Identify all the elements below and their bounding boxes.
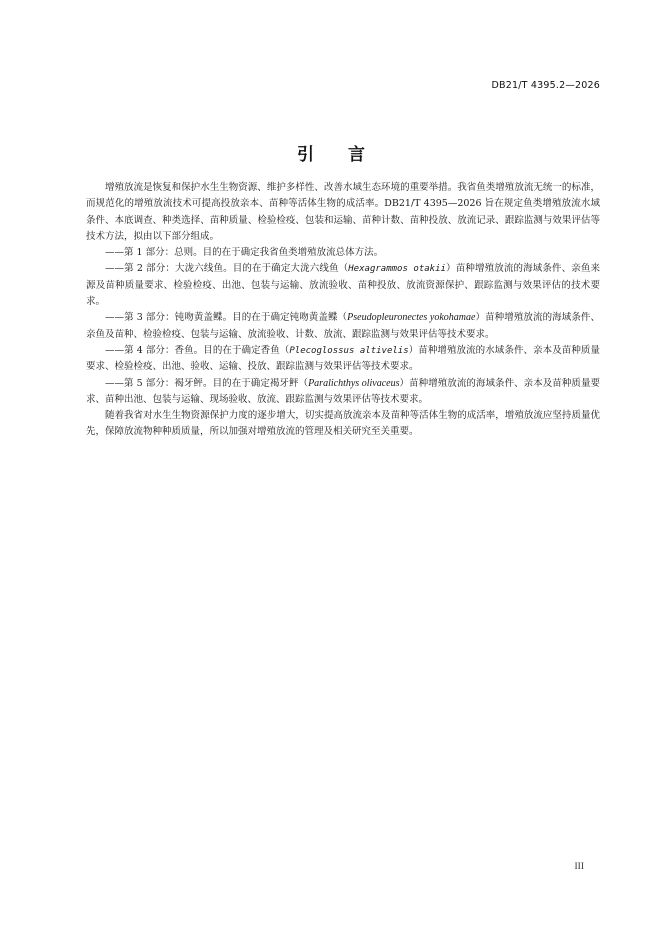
part-5-prefix: ——第 5 部分：褐牙鲆。目的在于确定褐牙鲆（ [105, 377, 309, 389]
page-title: 引言 [297, 145, 399, 165]
part-5-species-latin: Paralichthys olivaceus [308, 377, 400, 389]
document-code: DB21/T 4395.2—2026 [491, 80, 600, 91]
part-3-paragraph [86, 310, 600, 343]
part-3-suffix: ）苗种增殖放流的海域条件、亲鱼及苗种、检验检疫、包装与运输、放流验收、计数、放流、跟踪监测与效果评估等技术要求。 [86, 312, 600, 340]
intro-paragraph: 增殖放流是恢复和保护水生生物资源、维护多样性、改善水域生态环境的重要举措。我省鱼类增殖放流无统一的标准，而规范化的增殖放流技术可提高投放亲本、苗种等活体生物的成活率。DB21/T 4395—2026 旨在规定鱼类增殖放流水域条件、本底调查、种类选择、苗种质量、检验检疫、包装和运输、苗种计数、苗种投放、放流记录、跟踪监测与效果评估等技术方法，拟由以下部分组成。 [86, 182, 600, 242]
part-2-species-latin: Hexagrammos otakii [348, 264, 446, 275]
part-3-species-latin: Pseudopleuronectes yokohamae [347, 312, 476, 324]
part-5-suffix: ）苗种增殖放流的海域条件、亲本及苗种质量要求、苗种出池、包装与运输、现场验收、放流、跟踪监测与效果评估等技术要求。 [86, 377, 600, 405]
page-number: III [574, 862, 584, 872]
part-4-suffix: ）苗种增殖放流的水域条件、亲本及苗种质量要求、检验检疫、出池、验收、运输、投放、跟踪监测与效果评估等技术要求。 [86, 344, 600, 373]
part-2-prefix: ——第 2 部分：大泷六线鱼。目的在于确定大泷六线鱼（ [105, 263, 349, 275]
part-4-species-latin: Plecoglossus altivelis [289, 345, 409, 356]
part-2-paragraph [86, 261, 600, 310]
closing-paragraph: 随着我省对水生生物资源保护力度的逐步增大，切实提高放流亲本及苗种等活体生物的成活率，增殖放流应坚持质量优先，保障放流物种种质质量，所以加强对增殖放流的管理及相关研究至关重要。 [86, 410, 600, 438]
part-5-paragraph [86, 376, 600, 409]
part-1-paragraph [86, 245, 600, 261]
body-text [86, 180, 600, 441]
part-1-text: ——第 1 部分：总则。目的在于确定我省鱼类增殖放流总体方法。 [105, 247, 384, 259]
part-3-prefix: ——第 3 部分：钝吻黄盖鲽。目的在于确定钝吻黄盖鲽（ [105, 312, 348, 324]
part-2-suffix: ）苗种增殖放流的海域条件、亲鱼来源及苗种质量要求、检验检疫、出池、包装与运输、放流验收、苗种投放、放流资源保护、跟踪监测与效果评估的技术要求。 [86, 263, 600, 308]
part-4-paragraph [86, 343, 600, 376]
part-4-prefix: ——第 4 部分：香鱼。目的在于确定香鱼（ [105, 344, 290, 356]
